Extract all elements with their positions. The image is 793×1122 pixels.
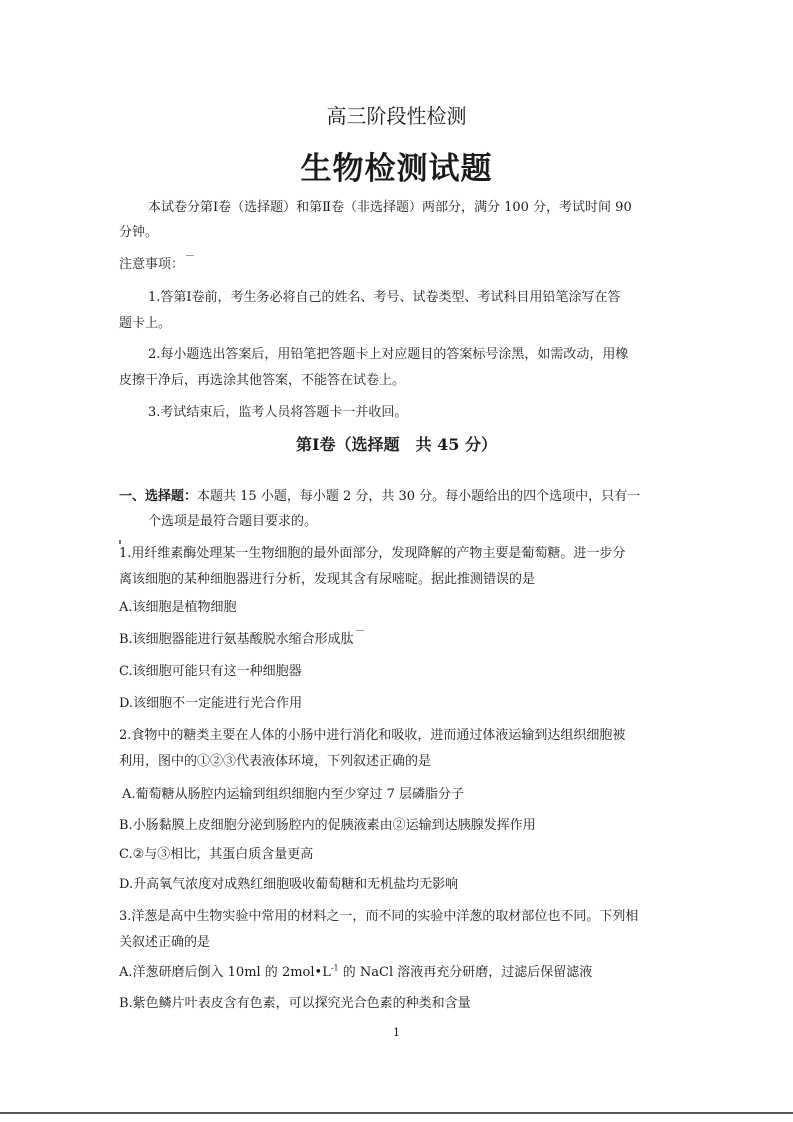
- intro-line-1: 本试卷分第Ⅰ卷（选择题）和第Ⅱ卷（非选择题）两部分，满分 100 分，考试时间 90: [148, 200, 632, 215]
- note-1-line-1: 1.答第Ⅰ卷前，考生务必将自己的姓名、考号、试卷类型、考试科目用铅笔涂写在答: [148, 290, 621, 305]
- q3-option-a-superscript: -1: [330, 963, 339, 973]
- q2-option-c: C.②与③相比，其蛋白质含量更高: [119, 847, 314, 862]
- q2-option-b: B.小肠黏膜上皮细胞分泌到肠腔内的促胰液素由②运输到达胰腺发挥作用: [119, 818, 536, 833]
- note-3: 3.考试结束后，监考人员将答题卡一并收回。: [148, 405, 408, 420]
- q3-option-a-text: A.洋葱研磨后倒入 10ml 的 2mol•L: [119, 965, 331, 980]
- q2-option-a: A.葡萄糖从肠腔内运输到组织细胞内至少穿过 7 层磷脂分子: [122, 787, 465, 802]
- q1-option-b-text: B.该细胞器能进行氨基酸脱水缩合形成肽: [119, 632, 354, 647]
- q3-stem-line-2: 关叙述正确的是: [119, 935, 211, 950]
- notes-heading-text: 注意事项：: [119, 257, 185, 272]
- q1-option-a: A.该细胞是植物细胞: [119, 600, 237, 615]
- stray-mark: [356, 630, 364, 631]
- section-1-title: 第Ⅰ卷（选择题 共 45 分）: [296, 435, 497, 454]
- q3-option-a-text-end: 的 NaCl 溶液再充分研磨，过滤后保留滤液: [338, 965, 593, 980]
- q1-option-c: C.该细胞可能只有这一种细胞器: [119, 664, 302, 679]
- page-number: 1: [393, 1026, 400, 1039]
- page-bottom-border: [0, 1112, 793, 1114]
- q2-stem-line-2: 利用，图中的①②③代表液体环境，下列叙述正确的是: [119, 754, 432, 769]
- exam-title: 生物检测试题: [300, 151, 493, 187]
- q3-option-a: [119, 961, 592, 980]
- instructions-label: 一、选择题：: [119, 489, 198, 504]
- intro-line-2: 分钟。: [119, 225, 159, 240]
- note-2-line-2: 皮擦干净后，再选涂其他答案，不能答在试卷上。: [119, 373, 406, 388]
- q1-stem-line-2: 离该细胞的某种细胞器进行分析，发现其含有尿嘧啶。据此推测错误的是: [119, 572, 536, 587]
- section-1-instructions: [119, 485, 640, 504]
- q2-option-d: D.升高氧气浓度对成熟红细胞吸收葡萄糖和无机盐均无影响: [119, 877, 459, 892]
- q1-option-b: [119, 628, 364, 647]
- notes-heading: [119, 253, 194, 272]
- instructions-line-2: 个选项是最符合题目要求的。: [148, 514, 318, 529]
- stray-mark: [186, 255, 194, 256]
- q3-option-b: B.紫色鳞片叶表皮含有色素，可以探究光合色素的种类和含量: [119, 996, 471, 1011]
- note-1-line-2: 题卡上。: [119, 316, 172, 331]
- note-2-line-1: 2.每小题选出答案后，用铅笔把答题卡上对应题目的答案标号涂黑，如需改动，用橡: [148, 347, 629, 362]
- q1-stem-line-1: 1.用纤维素酶处理某一生物细胞的最外面部分，发现降解的产物主要是葡萄糖。进一步分: [119, 546, 626, 561]
- exam-subtitle: 高三阶段性检测: [326, 104, 467, 128]
- q1-option-d: D.该细胞不一定能进行光合作用: [119, 696, 303, 711]
- q2-stem-line-1: 2.食物中的糖类主要在人体的小肠中进行消化和吸收，进而通过体液运输到达组织细胞被: [119, 728, 626, 743]
- q3-stem-line-1: 3.洋葱是高中生物实验中常用的材料之一，而不同的实验中洋葱的取材部位也不同。下列相: [119, 909, 639, 924]
- instructions-text: 本题共 15 小题，每小题 2 分，共 30 分。每小题给出的四个选项中，只有一: [197, 489, 641, 504]
